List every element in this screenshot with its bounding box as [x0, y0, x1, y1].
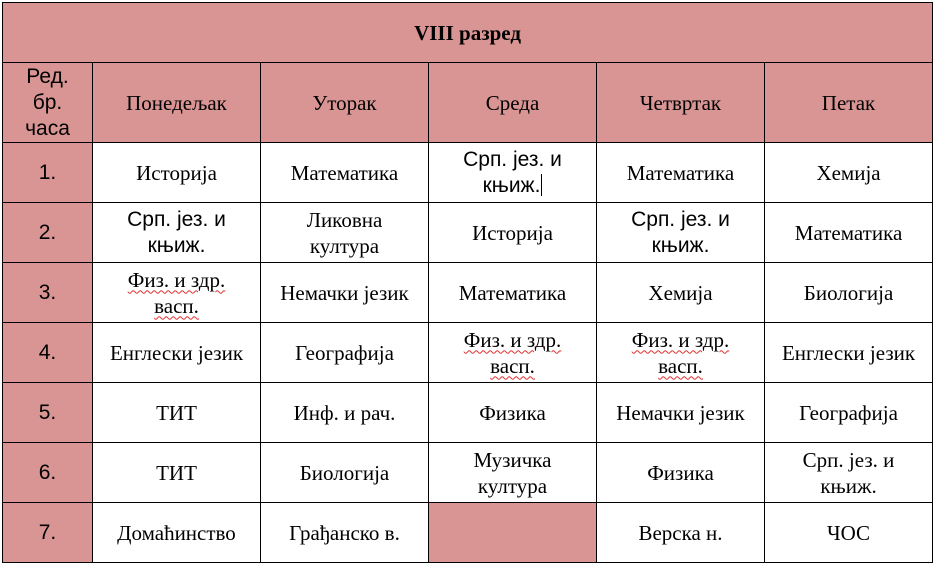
text-cursor: [541, 174, 542, 196]
header-row: [3, 63, 933, 143]
lesson-number[interactable]: 6.: [3, 443, 93, 503]
title-row: [3, 3, 933, 63]
table-cell[interactable]: Историја: [429, 203, 597, 263]
table-cell[interactable]: Хемија: [765, 143, 933, 203]
table-cell[interactable]: Хемија: [597, 263, 765, 323]
table-cell[interactable]: ТИТ: [93, 383, 261, 443]
table-cell[interactable]: Грађанско в.: [261, 503, 429, 563]
table-cell[interactable]: Географија: [765, 383, 933, 443]
table-cell[interactable]: Математика: [597, 143, 765, 203]
table-cell[interactable]: Биологија: [261, 443, 429, 503]
lesson-number[interactable]: 2.: [3, 203, 93, 263]
cell-text: Срп. јез. и књиж.: [463, 147, 562, 197]
lesson-number[interactable]: 3.: [3, 263, 93, 323]
header-day-tuesday[interactable]: Уторак: [261, 63, 429, 143]
table-row: [3, 443, 933, 503]
cell-text: Физ. и здр. васп.: [463, 327, 562, 378]
table-cell-spellcheck[interactable]: [93, 263, 261, 323]
table-cell[interactable]: Немачки језик: [261, 263, 429, 323]
lesson-number[interactable]: 4.: [3, 323, 93, 383]
table-cell[interactable]: Географија: [261, 323, 429, 383]
schedule-table: [2, 2, 933, 563]
header-lesson-number[interactable]: Ред. бр. часа: [3, 63, 93, 143]
header-day-monday[interactable]: Понедељак: [93, 63, 261, 143]
table-cell[interactable]: Домаћинство: [93, 503, 261, 563]
table-cell[interactable]: Биологија: [765, 263, 933, 323]
table-cell[interactable]: Енглески језик: [93, 323, 261, 383]
table-cell[interactable]: Физика: [597, 443, 765, 503]
table-cell[interactable]: ТИТ: [93, 443, 261, 503]
table-cell[interactable]: Музичка култура: [429, 443, 597, 503]
table-cell-spellcheck[interactable]: [597, 323, 765, 383]
table-cell[interactable]: Немачки језик: [597, 383, 765, 443]
table-row: [3, 263, 933, 323]
lesson-number[interactable]: 5.: [3, 383, 93, 443]
table-cell[interactable]: Математика: [429, 263, 597, 323]
table-cell[interactable]: Ликовна култура: [261, 203, 429, 263]
table-cell[interactable]: Инф. и рач.: [261, 383, 429, 443]
table-cell[interactable]: Математика: [765, 203, 933, 263]
table-row: [3, 503, 933, 563]
table-row: [3, 323, 933, 383]
table-cell[interactable]: Физика: [429, 383, 597, 443]
table-cell[interactable]: Срп. јез. и књиж.: [93, 203, 261, 263]
table-cell[interactable]: ЧОС: [765, 503, 933, 563]
header-day-wednesday[interactable]: Среда: [429, 63, 597, 143]
empty-shaded-cell[interactable]: [429, 503, 597, 563]
table-cell[interactable]: Срп. јез. и књиж.: [597, 203, 765, 263]
cell-text: Физ. и здр. васп.: [127, 267, 226, 318]
table-cell[interactable]: Срп. јез. и књиж.: [765, 443, 933, 503]
table-cell-with-caret[interactable]: [429, 143, 597, 203]
lesson-number[interactable]: 7.: [3, 503, 93, 563]
lesson-number[interactable]: 1.: [3, 143, 93, 203]
table-cell[interactable]: Историја: [93, 143, 261, 203]
table-cell-spellcheck[interactable]: [429, 323, 597, 383]
header-day-friday[interactable]: Петак: [765, 63, 933, 143]
table-cell[interactable]: Енглески језик: [765, 323, 933, 383]
table-row: [3, 203, 933, 263]
table-row: [3, 143, 933, 203]
table-cell[interactable]: Верска н.: [597, 503, 765, 563]
table-title[interactable]: VIII разред: [3, 3, 933, 63]
cell-text: Физ. и здр. васп.: [631, 327, 730, 378]
table-cell[interactable]: Математика: [261, 143, 429, 203]
header-day-thursday[interactable]: Четвртак: [597, 63, 765, 143]
table-row: [3, 383, 933, 443]
